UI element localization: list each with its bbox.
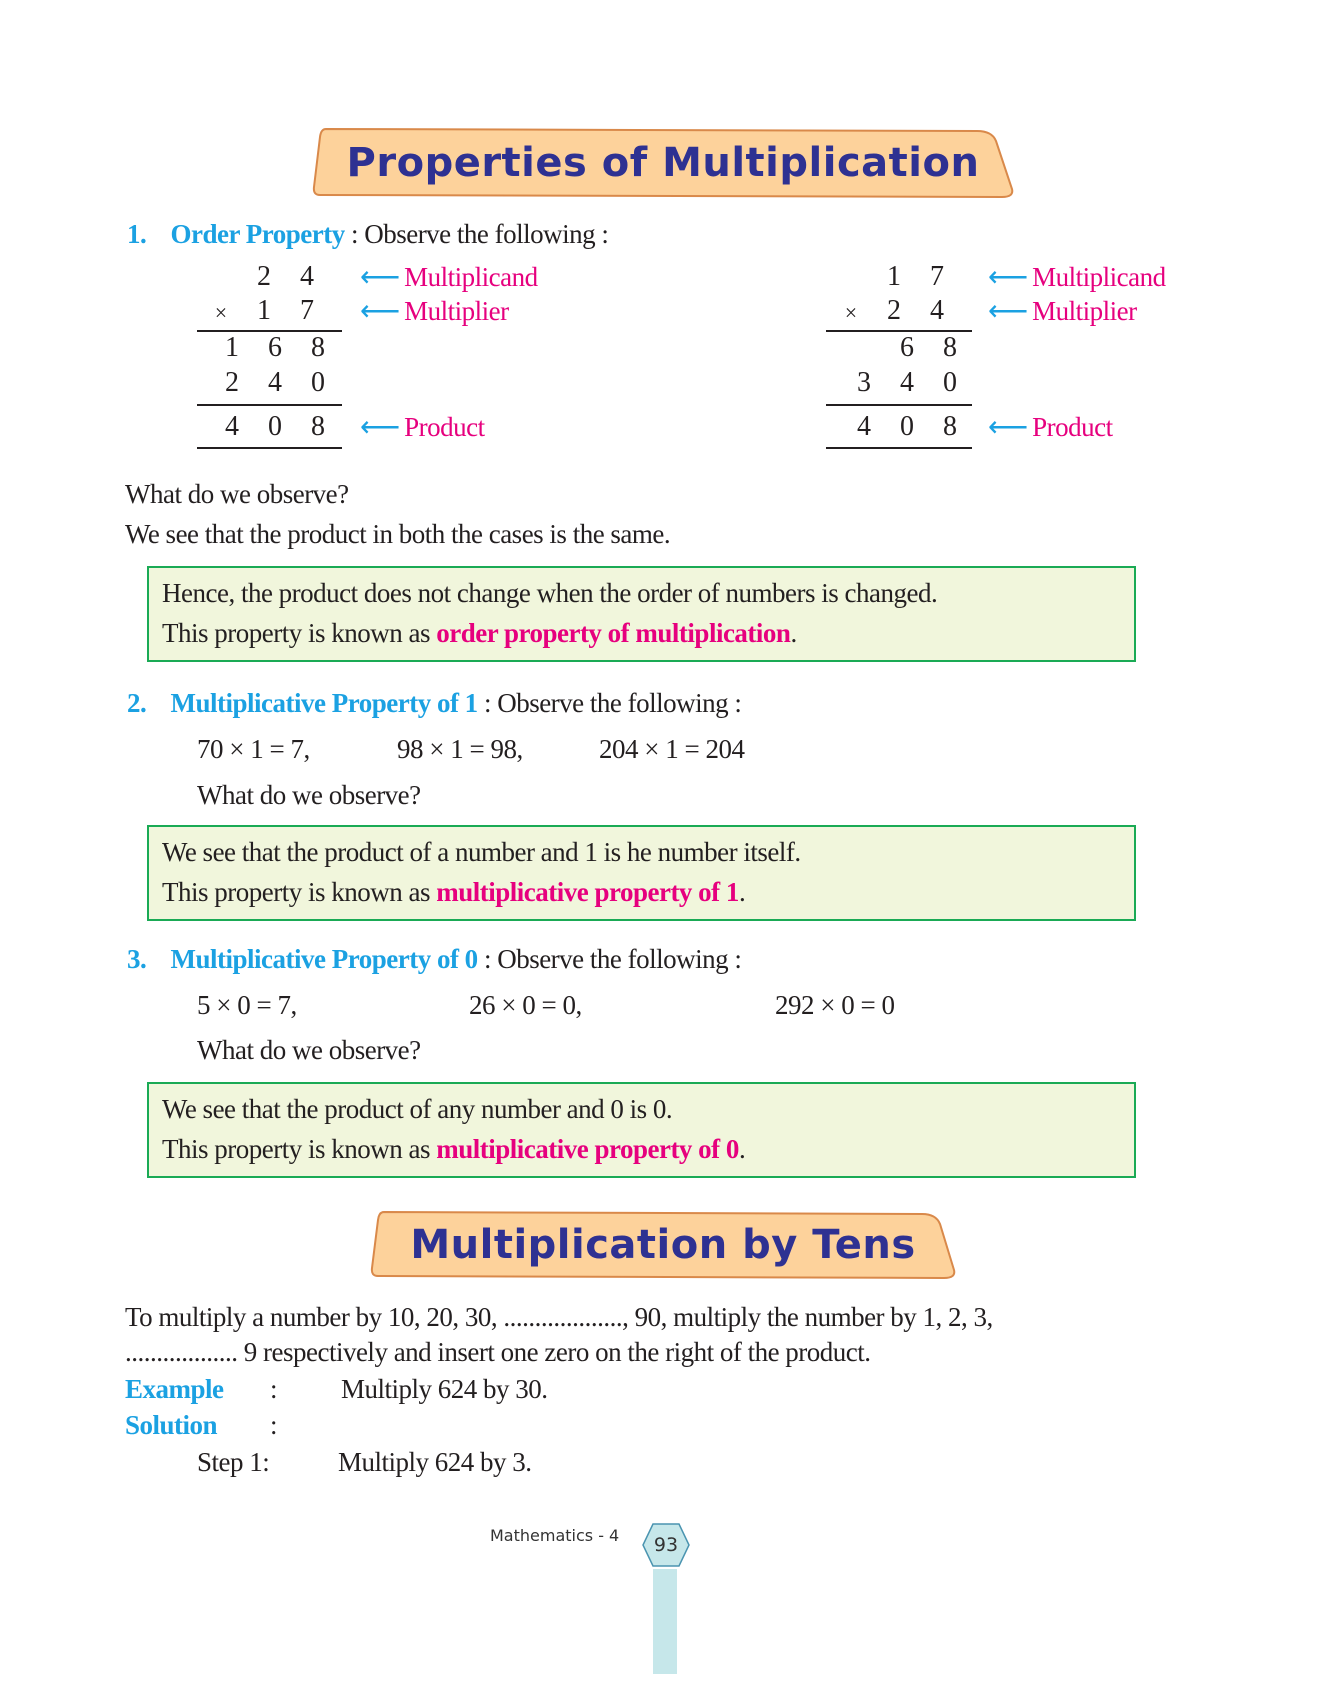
text: This property is known as xyxy=(162,1134,437,1164)
times-sign: × xyxy=(844,300,858,325)
text: . xyxy=(738,1134,746,1164)
digit: 8 xyxy=(943,411,957,442)
section-intro: : Observe the following : xyxy=(477,688,742,718)
label-multiplier xyxy=(988,293,1137,330)
box-line-2 xyxy=(162,1131,745,1167)
digit: 8 xyxy=(311,411,325,442)
section-title: Multiplicative Property of 1 xyxy=(170,688,478,718)
question-text: What do we observe? xyxy=(197,780,421,810)
box-line-1: Hence, the product does not change when the order of numbers is changed. xyxy=(162,578,938,608)
property-box-order xyxy=(147,566,1136,662)
label-product xyxy=(360,409,485,446)
digit: 3 xyxy=(857,367,871,398)
digit: 2 xyxy=(887,295,901,326)
step-label: Step 1: xyxy=(197,1447,270,1477)
text: . xyxy=(790,618,797,648)
digit: 4 xyxy=(268,367,282,398)
section-3-heading xyxy=(127,941,741,977)
equation: 26 × 0 = 0, xyxy=(469,990,582,1020)
property-box-zero xyxy=(147,1082,1136,1178)
times-sign: × xyxy=(214,300,228,325)
label-text: Multiplicand xyxy=(404,262,538,292)
property-term: order property of multiplication xyxy=(436,618,791,648)
section-title: Multiplication by Tens xyxy=(410,1222,916,1268)
colon: : xyxy=(270,1374,278,1404)
observation-text: We see that the product in both the cases is the same. xyxy=(125,519,671,549)
book-title: Mathematics - 4 xyxy=(490,1526,620,1545)
section-banner-tens xyxy=(370,1210,956,1280)
section-banner-properties xyxy=(312,127,1014,199)
colon: : xyxy=(270,1410,278,1440)
digit: 0 xyxy=(900,411,914,442)
label-text: Multiplicand xyxy=(1032,262,1166,292)
digit: 4 xyxy=(300,261,314,292)
digit: 4 xyxy=(900,367,914,398)
digit: 2 xyxy=(257,261,271,292)
label-text: Multiplier xyxy=(1032,296,1137,326)
digit: 2 xyxy=(225,367,239,398)
box-line-1: We see that the product of any number and 0 is 0. xyxy=(162,1094,673,1124)
digit: 0 xyxy=(943,367,957,398)
box-line-1: We see that the product of a number and 1 is he number itself. xyxy=(162,837,801,867)
label-text: Multiplier xyxy=(404,296,509,326)
property-term: multiplicative property of 0 xyxy=(436,1134,739,1164)
equation: 204 × 1 = 204 xyxy=(599,734,745,764)
page-tab-bar xyxy=(653,1569,677,1674)
digit: 1 xyxy=(257,295,271,326)
label-multiplier xyxy=(360,293,509,330)
property-term: multiplicative property of 1 xyxy=(436,877,739,907)
page-number: 93 xyxy=(653,1534,679,1556)
left-arrow-icon: ⟵ xyxy=(988,412,1029,443)
section-number: 2. xyxy=(127,688,147,718)
section-intro: : Observe the following : xyxy=(477,944,742,974)
question-text: What do we observe? xyxy=(125,479,349,509)
example-label: Example xyxy=(125,1374,224,1404)
text: This property is known as xyxy=(162,877,437,907)
section-number: 1. xyxy=(127,219,147,249)
left-arrow-icon: ⟵ xyxy=(988,262,1029,293)
label-multiplicand xyxy=(360,259,538,296)
section-1-heading xyxy=(127,216,608,252)
section-title: Multiplicative Property of 0 xyxy=(170,944,478,974)
digit: 7 xyxy=(930,261,944,292)
digit: 4 xyxy=(930,295,944,326)
digit: 4 xyxy=(857,411,871,442)
left-arrow-icon: ⟵ xyxy=(360,262,401,293)
text: . xyxy=(738,877,746,907)
page-title: Properties of Multiplication xyxy=(346,140,980,186)
equation: 5 × 0 = 7, xyxy=(197,990,297,1020)
label-text: Product xyxy=(404,412,485,442)
page-number-badge xyxy=(641,1523,691,1567)
paragraph-line: .................. 9 respectively and insert one zero on the right of the product. xyxy=(125,1337,871,1367)
box-line-2 xyxy=(162,615,797,651)
text: This property is known as xyxy=(162,618,437,648)
digit: 7 xyxy=(300,295,314,326)
example-text: Multiply 624 by 30. xyxy=(341,1374,548,1404)
solution-label: Solution xyxy=(125,1410,218,1440)
label-multiplicand xyxy=(988,259,1166,296)
left-arrow-icon: ⟵ xyxy=(988,296,1029,327)
digit: 1 xyxy=(887,261,901,292)
left-arrow-icon: ⟵ xyxy=(360,412,401,443)
section-title: Order Property xyxy=(170,219,345,249)
digit: 8 xyxy=(943,332,957,363)
paragraph-line: To multiply a number by 10, 20, 30, ..................., 90, multiply the number by 1, 2, 3, xyxy=(125,1302,993,1332)
property-box-one xyxy=(147,825,1136,921)
equation: 98 × 1 = 98, xyxy=(397,734,523,764)
section-intro: : Observe the following : xyxy=(344,219,609,249)
divider xyxy=(826,404,972,406)
label-product xyxy=(988,409,1113,446)
section-2-heading xyxy=(127,685,741,721)
digit: 0 xyxy=(311,367,325,398)
section-number: 3. xyxy=(127,944,147,974)
digit: 6 xyxy=(268,332,282,363)
box-line-2 xyxy=(162,874,745,910)
question-text: What do we observe? xyxy=(197,1035,421,1065)
step-text: Multiply 624 by 3. xyxy=(338,1447,532,1477)
divider xyxy=(197,404,342,406)
digit: 0 xyxy=(268,411,282,442)
divider xyxy=(826,447,972,449)
equation: 292 × 0 = 0 xyxy=(775,990,895,1020)
digit: 4 xyxy=(225,411,239,442)
digit: 6 xyxy=(900,332,914,363)
left-arrow-icon: ⟵ xyxy=(360,296,401,327)
equation: 70 × 1 = 7, xyxy=(197,734,310,764)
digit: 8 xyxy=(311,332,325,363)
label-text: Product xyxy=(1032,412,1113,442)
digit: 1 xyxy=(225,332,239,363)
divider xyxy=(197,447,342,449)
